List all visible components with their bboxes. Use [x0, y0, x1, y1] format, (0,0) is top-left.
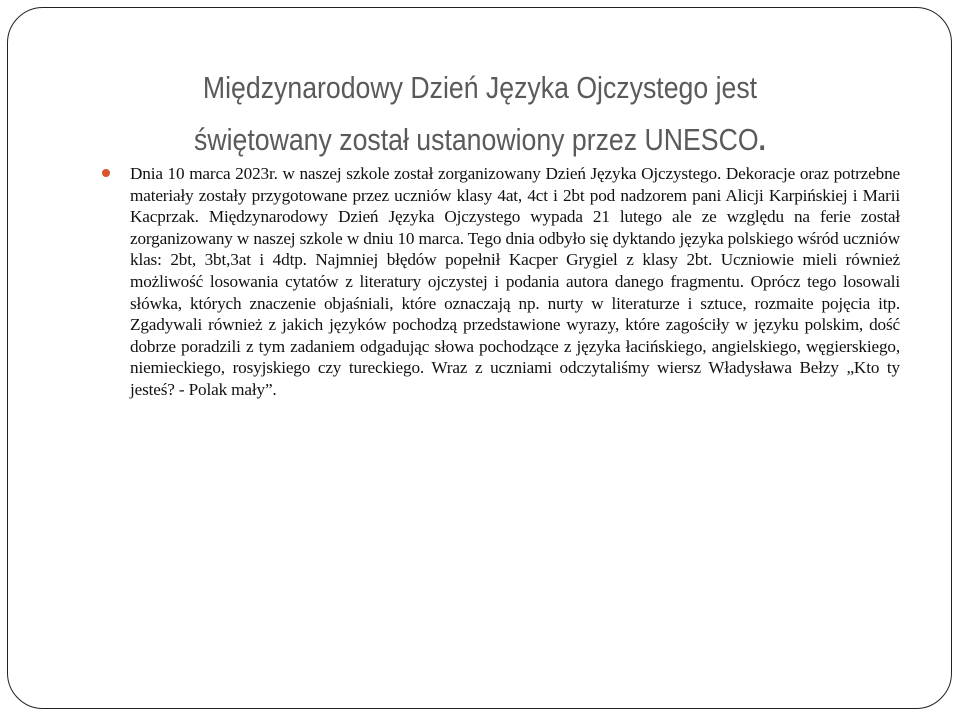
bullet-item [100, 163, 900, 401]
bullet-list [100, 163, 900, 401]
slide-title-line-1: Międzynarodowy Dzień Języka Ojczystego jest [202, 70, 758, 105]
slide-title [80, 62, 880, 166]
bullet-text: Dnia 10 marca 2023r. w naszej szkole został zorganizowany Dzień Języka Ojczystego. Dekoracje oraz potrzebne materiały zostały przygotowane przez uczniów klasy 4at, 4ct i 2bt pod nadzorem pani Alicji Karpińskiej i Marii Kacprzak. Międzynarodowy Dzień Języka Ojczystego wypada 21 lutego ale ze względu na ferie został zorganizowany w naszej szkole w dniu 10 marca. Tego dnia odbyło się dyktando języka polskiego wśród uczniów klas: 2bt, 3bt,3at i 4dtp. Najmniej błędów popełnił Kacper Grygiel z klasy 2bt. Uczniowie mieli również możliwość losowania cytatów z literatury ojczystej i podania autora danego fragmentu. Oprócz tego losowali słówka, których znaczenie objaśniali, które oznaczają np. nurty w literaturze i sztuce, rozmaite pojęcia itp. Zgadywali również z jakich języków pochodzą przedstawione wyrazy, które zagościły w języku polskim, dość dobrze poradzili z tym zadaniem odgadując słowa pochodzące z języka łacińskiego, angielskiego, węgierskiego, niemieckiego, rosyjskiego czy tureckiego. Wraz z uczniami odczytaliśmy wiersz Władysława Bełzy „Kto ty jesteś? - Polak mały”. [130, 164, 900, 399]
bullet-dot-icon [102, 169, 110, 177]
slide-title-line-2-text: świętowany został ustanowiony przez UNESCO [194, 122, 759, 157]
slide-title-line-2 [136, 114, 824, 166]
slide-title-period: . [758, 122, 766, 157]
